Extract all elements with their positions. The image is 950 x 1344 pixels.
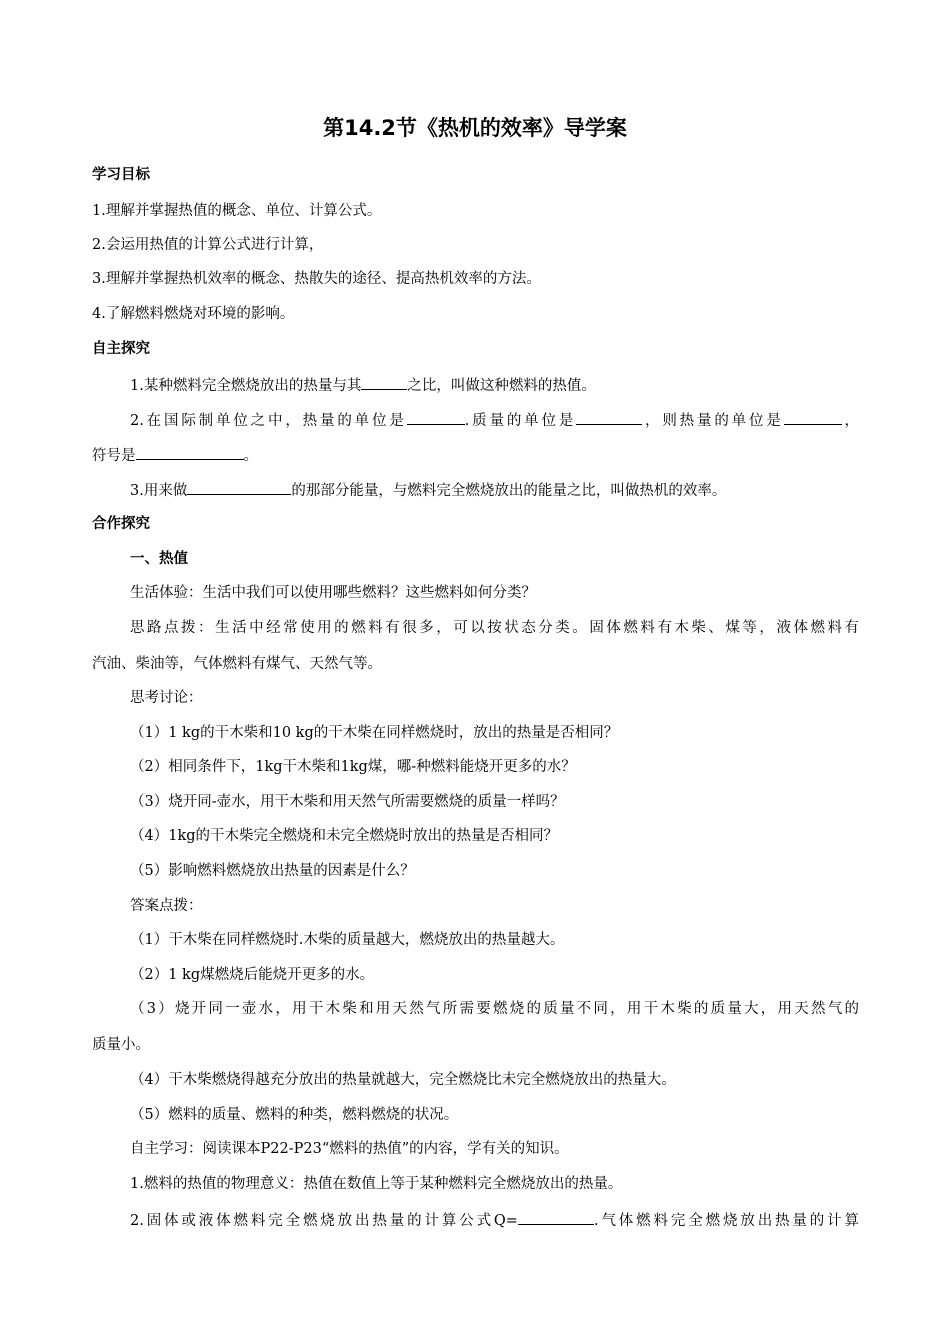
answer-item: （3）烧开同一壶水，用干木柴和用天然气所需要燃烧的质量不同，用干木柴的质量大，用天然气的 (130, 1001, 859, 1017)
answer-label: 答案点拨： (130, 898, 203, 914)
answer-blank[interactable] (136, 444, 244, 460)
hint-paragraph-cont: 汽油、柴油等，气体燃料有煤气、天然气等。 (92, 656, 382, 672)
question-text: 2.固体或液体燃料完全燃烧放出热量的计算公式Q= (130, 1213, 518, 1229)
objective-item: 3.理解并掌握热机效率的概念、热散失的途径、提高热机效率的方法。 (92, 271, 541, 287)
answer-item-cont: 质量小。 (92, 1037, 150, 1053)
subsection-heading-heat-value: 一、热值 (130, 551, 188, 567)
discussion-question: （5）影响燃料燃烧放出热量的因素是什么？ (130, 863, 415, 879)
question-text: 的那部分能量，与燃料完全燃烧放出的能量之比，叫做热机的效率。 (291, 483, 727, 499)
question-text: .气体燃料完全燃烧放出热量的计算 (593, 1213, 859, 1229)
fill-question-3 (130, 479, 726, 501)
fill-question-2-cont (92, 444, 258, 466)
answer-blank[interactable] (784, 409, 842, 425)
discussion-label: 思考讨论： (130, 690, 203, 706)
answer-blank[interactable] (187, 479, 291, 495)
discussion-question: （3）烧开同-壶水，用干木柴和用天然气所需要燃烧的质量一样吗？ (130, 794, 565, 810)
question-text: ， (841, 413, 860, 429)
answer-blank[interactable] (361, 374, 407, 390)
section-heading-objectives: 学习目标 (92, 167, 150, 183)
objective-item: 4.了解燃料燃烧对环境的影响。 (92, 306, 295, 322)
answer-blank[interactable] (518, 1209, 594, 1225)
section-heading-self-study: 自主探究 (92, 341, 150, 357)
discussion-question: （1）1 kg的干木柴和10 kg的干木柴在同样燃烧时，放出的热量是否相同？ (130, 725, 619, 741)
answer-blank[interactable] (576, 409, 642, 425)
question-text: 2.在国际制单位之中，热量的单位是 (130, 413, 407, 429)
answer-item: （5）燃料的质量、燃料的种类，燃料燃烧的状况。 (130, 1107, 459, 1123)
question-text: ，则热量的单位是 (642, 413, 784, 429)
self-learning-note: 自主学习：阅读课本P22-P23“燃料的热值”的内容，学有关的知识。 (130, 1141, 569, 1157)
question-text: 3.用来做 (130, 483, 188, 499)
fill-question-2 (130, 409, 859, 431)
answer-item: （1）干木柴在同样燃烧时.木柴的质量越大，燃烧放出的热量越大。 (130, 932, 565, 948)
objective-item: 1.理解并掌握热值的概念、单位、计算公式。 (92, 203, 382, 219)
objective-item: 2.会运用热值的计算公式进行计算， (92, 237, 324, 253)
question-text: 1.某种燃料完全燃烧放出的热量与其 (130, 378, 362, 394)
answer-blank[interactable] (407, 409, 465, 425)
discussion-question: （4）1kg的干木柴完全燃烧和未完全燃烧时放出的热量是否相同？ (130, 828, 559, 844)
discussion-question: （2）相同条件下，1kg干木柴和1kg煤，哪-种燃料能烧开更多的水？ (130, 759, 576, 775)
formula-question (130, 1209, 859, 1231)
answer-item: （2）1 kg煤燃烧后能烧开更多的水。 (130, 967, 375, 983)
question-text: 。 (243, 448, 258, 464)
section-heading-cooperation: 合作探究 (92, 516, 150, 532)
answer-item: （4）干木柴燃烧得越充分放出的热量就越大，完全燃烧比未完全燃烧放出的热量大。 (130, 1072, 676, 1088)
physical-meaning: 1.燃料的热值的物理意义：热值在数值上等于某种燃料完全燃烧放出的热量。 (130, 1176, 623, 1192)
fill-question-1 (130, 374, 596, 396)
question-text: 符号是 (92, 448, 136, 464)
hint-paragraph: 思路点拨：生活中经常使用的燃料有很多，可以按状态分类。固体燃料有木柴、煤等，液体燃料有 (130, 620, 859, 636)
question-text: 之比，叫做这种燃料的热值。 (407, 378, 596, 394)
page-title: 第14.2节《热机的效率》导学案 (323, 116, 627, 140)
question-text: .质量的单位是 (464, 413, 577, 429)
life-experience: 生活体验：生活中我们可以使用哪些燃料？这些燃料如何分类？ (130, 585, 536, 601)
